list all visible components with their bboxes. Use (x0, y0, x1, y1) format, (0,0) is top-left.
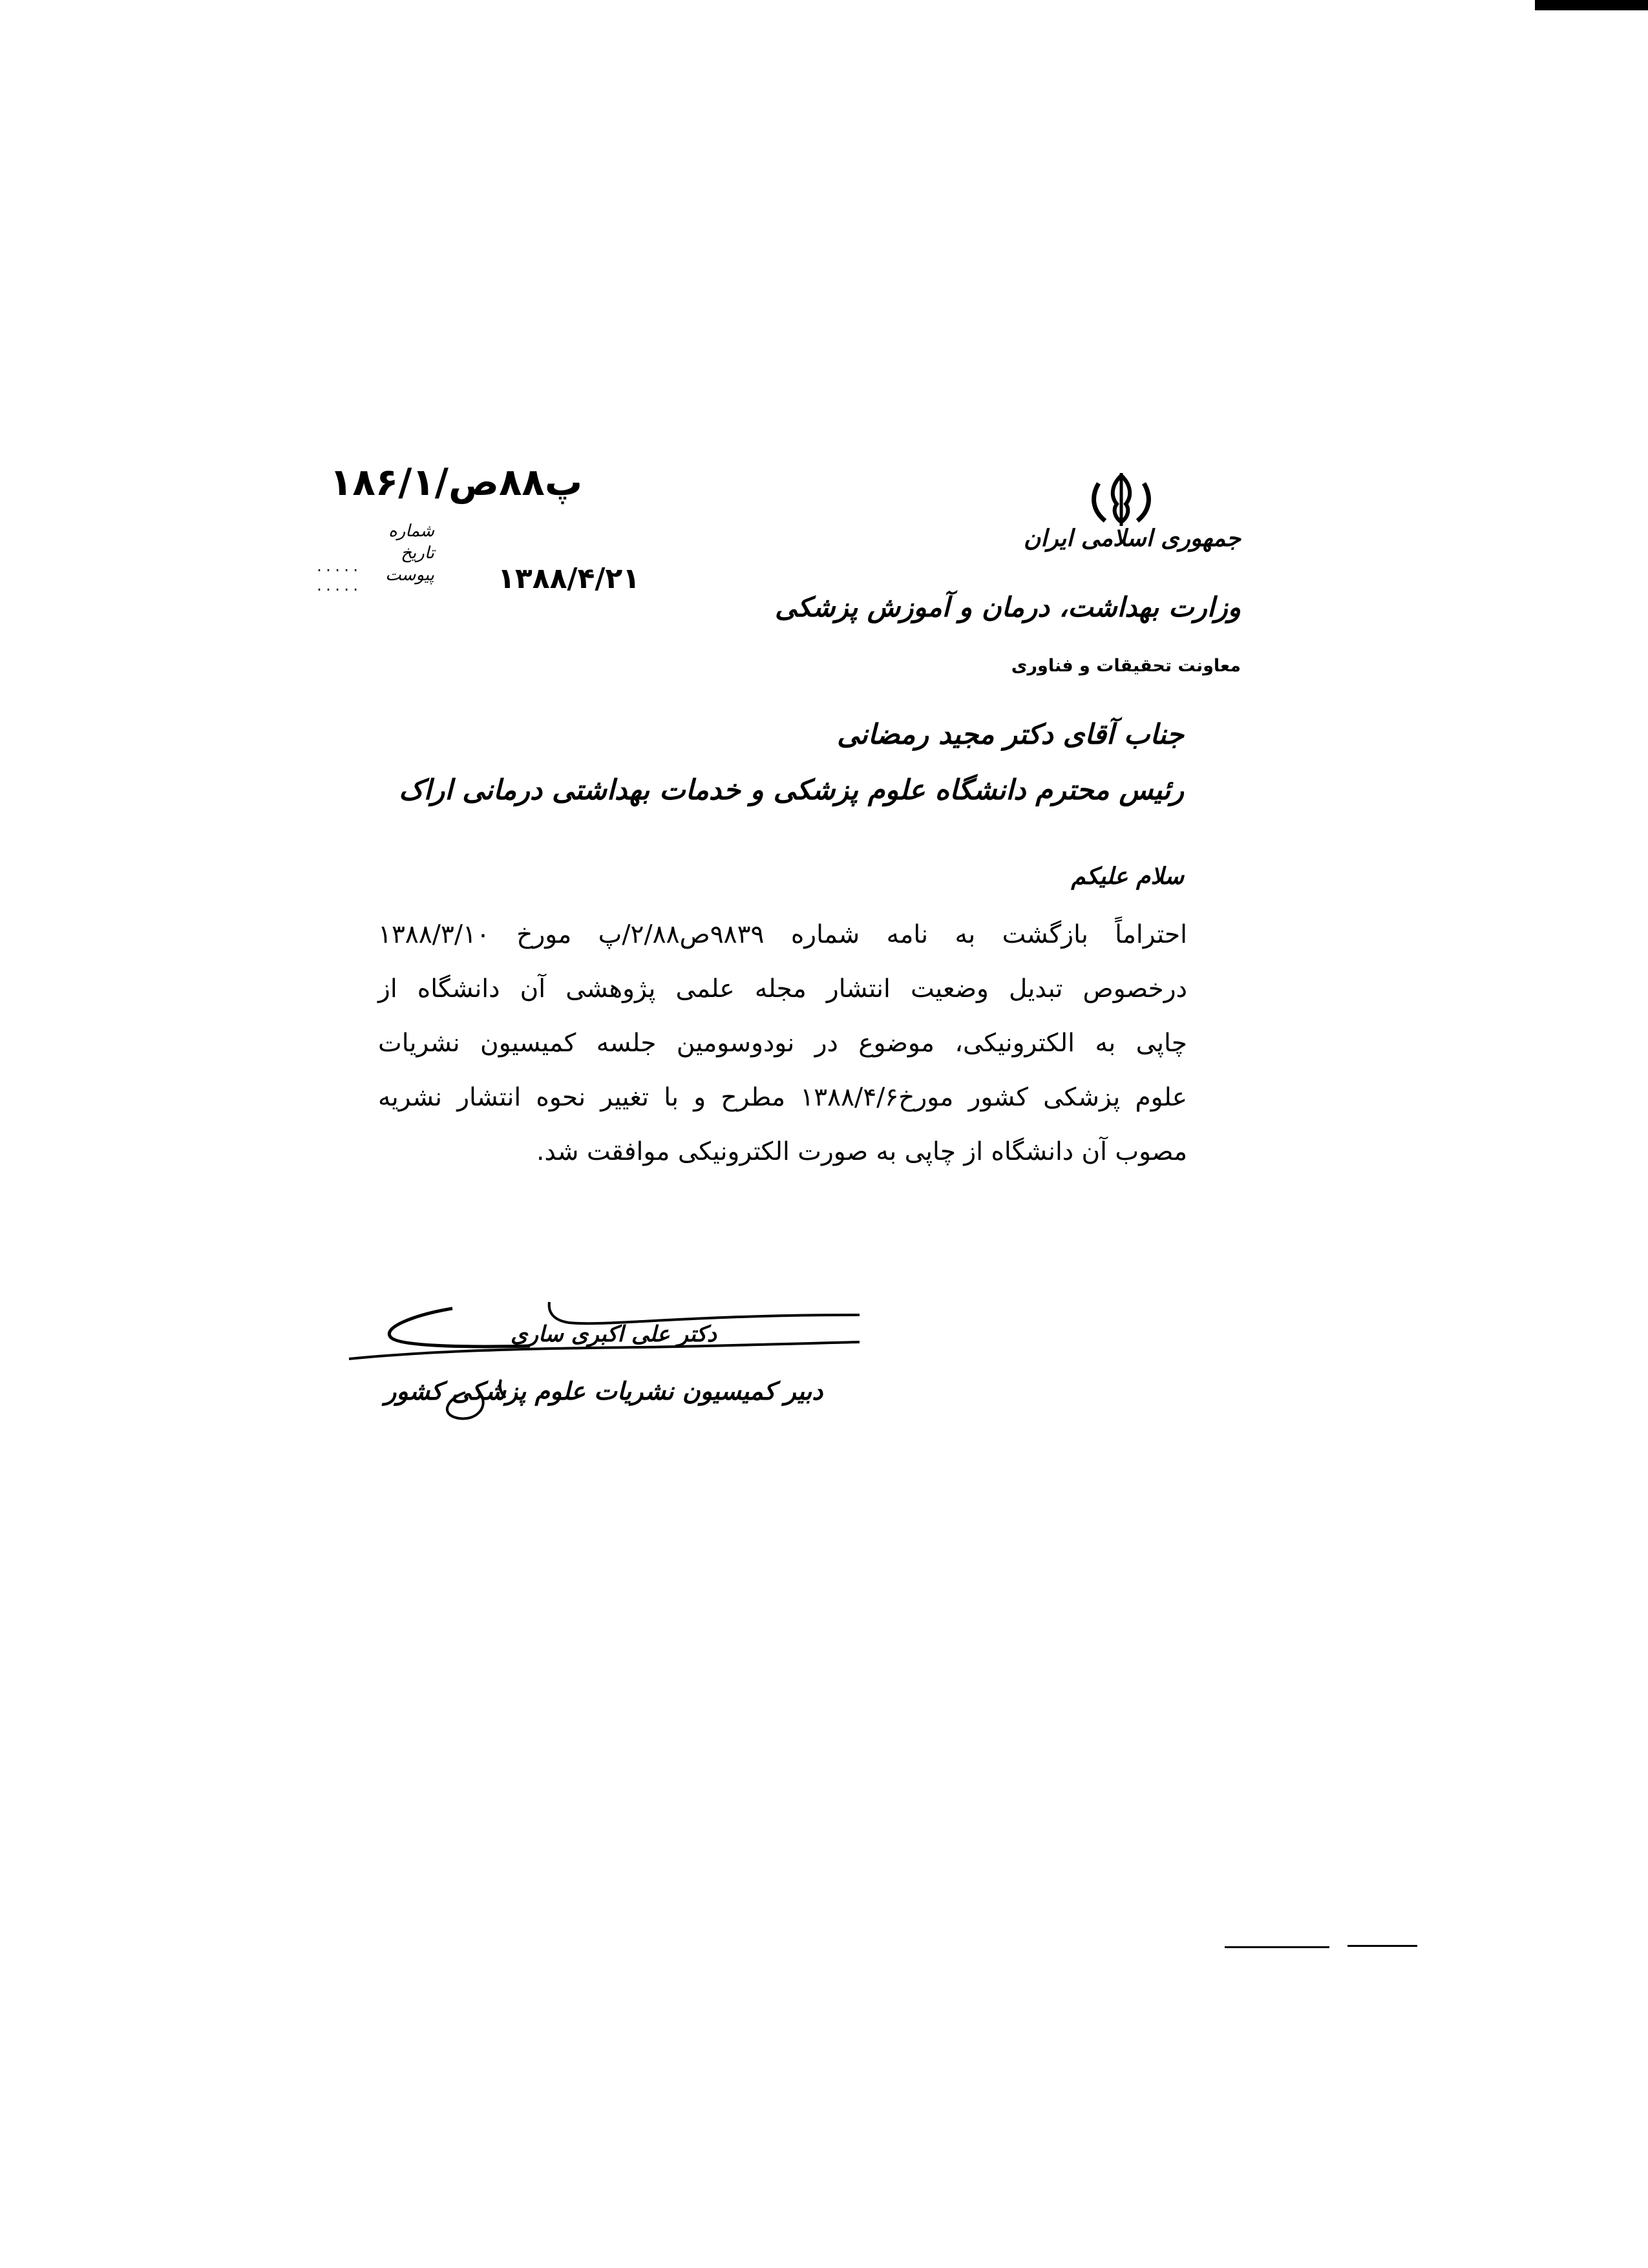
iran-emblem-icon (1086, 470, 1157, 529)
reference-labels (376, 520, 434, 586)
addressee-title: رئیس محترم دانشگاه علوم پزشکی و خدمات بهداشتی درمانی اراک (399, 774, 1184, 806)
body-line: مصوب آن دانشگاه از چاپی به صورت الکترونیکی موافقت شد. (536, 1137, 1187, 1166)
body-line: درخصوص تبدیل وضعیت انتشار مجله علمی پژوهشی آن دانشگاه از (378, 974, 1187, 1003)
letterhead-deputy: معاونت تحقیقات و فناوری (1011, 656, 1241, 676)
body-line: علوم پزشکی کشور مورخ۱۳۸۸/۴/۶ مطرح و با تغییر نحوه انتشار نشریه (378, 1083, 1187, 1112)
greeting: سلام علیکم (1071, 863, 1184, 890)
handwritten-signature (336, 1289, 866, 1444)
reference-date: ۱۳۸۸/۴/۲۱ (498, 562, 640, 595)
bottom-dash (1225, 1946, 1329, 1948)
letterhead-republic: جمهوری اسلامی ایران (1023, 525, 1241, 552)
reference-dots-line: ..... (315, 578, 361, 594)
addressee-name: جناب آقای دکتر مجید رمضانی (837, 719, 1184, 751)
reference-label-date: تاریخ (401, 543, 434, 563)
body-line: احتراماً بازگشت به نامه شماره ۹۸۳۹ص۲/۸۸/پ مورخ ۱۳۸۸/۳/۱۰ (378, 920, 1187, 949)
body-line: چاپی به الکترونیکی، موضوع در نودوسومین جلسه کمیسیون نشریات (378, 1029, 1187, 1058)
reference-label-number: شماره (388, 521, 434, 541)
signatory-title: دبیر کمیسیون نشریات علوم پزشکی کشور (385, 1376, 823, 1405)
bottom-dash (1347, 1945, 1417, 1947)
reference-dots (315, 557, 367, 596)
reference-label-attachment: پیوست (385, 565, 434, 585)
reference-dots-line: ..... (315, 559, 361, 574)
letterhead-ministry: وزارت بهداشت، درمان و آموزش پزشکی (775, 591, 1241, 623)
letter-body (378, 908, 1187, 1179)
signatory-name: دکتر علی اکبری ساری (511, 1321, 717, 1347)
scan-edge-bar (1535, 0, 1648, 10)
reference-number: ۱۸۶/۱/پ۸۸ص (330, 460, 583, 504)
